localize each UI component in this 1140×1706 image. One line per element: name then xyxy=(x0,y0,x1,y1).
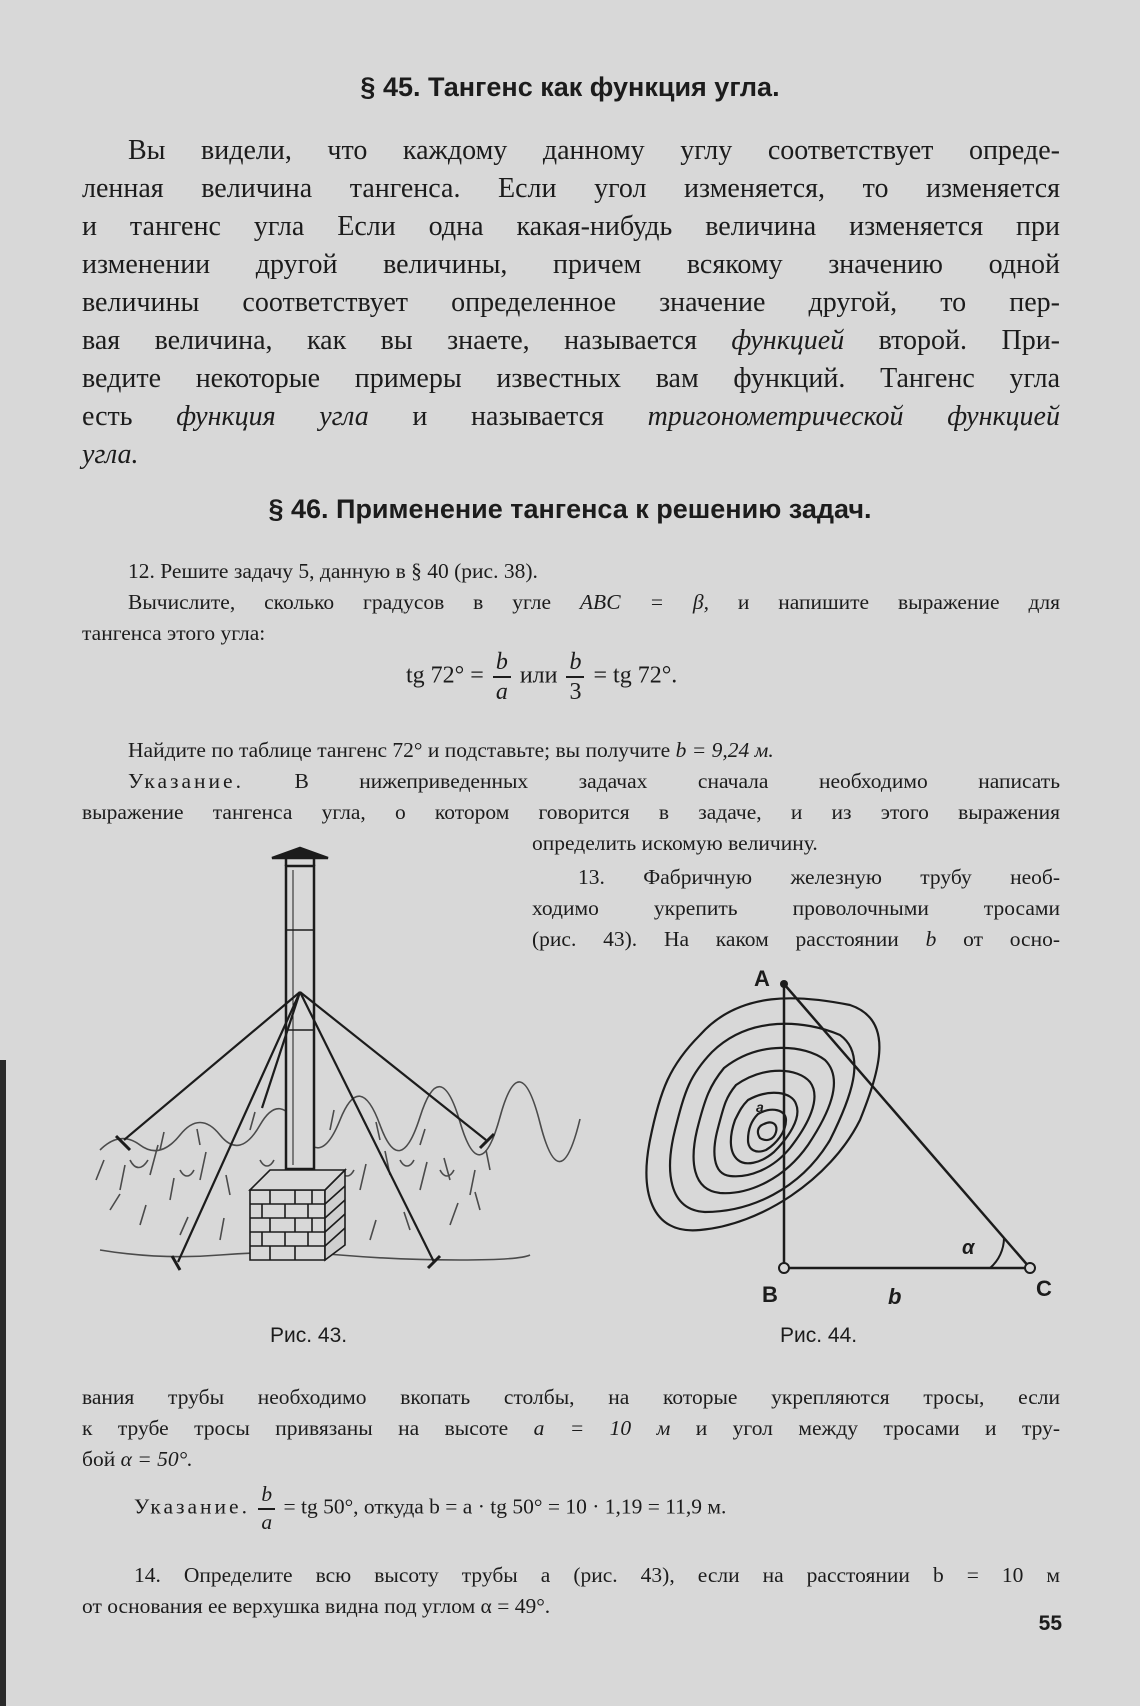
italic-term: функция угла xyxy=(176,401,369,432)
triangle xyxy=(784,984,1030,1268)
italic-term: b xyxy=(925,927,937,951)
paragraph-line: Вы видели, что каждому данному углу соответствует опреде- xyxy=(128,135,1060,166)
label-b: b xyxy=(888,1284,902,1309)
numerator: b xyxy=(258,1484,275,1510)
problem-13-line-1: 13. Фабричную железную трубу необ- xyxy=(578,865,1060,889)
italic-term: b = 9,24 м. xyxy=(675,738,774,762)
paragraph-line: изменении другой величины, причем всякому значению одной xyxy=(82,249,1060,280)
label-B: B xyxy=(762,1282,778,1307)
italic-term: угла. xyxy=(82,439,139,470)
paragraph-line: ленная величина тангенса. Если угол изменяется, то изменяется xyxy=(82,173,1060,204)
spaced-label: Указание. xyxy=(134,1494,250,1519)
text-run: вая величина, как вы знаете, называется xyxy=(82,325,732,356)
text-run: от осно- xyxy=(936,927,1061,951)
text-run: (рис. 43). На каком расстоянии xyxy=(532,927,926,951)
text-run: есть xyxy=(82,401,177,432)
label-a: a xyxy=(756,1099,764,1115)
denominator: a xyxy=(495,679,508,705)
italic-term: функцией xyxy=(731,325,845,356)
label-alpha: α xyxy=(962,1237,975,1259)
figure-43-caption: Рис. 43. xyxy=(270,1324,348,1347)
text-run: бой xyxy=(82,1447,121,1471)
text-run: В нижеприведенных задачах сначала необходимо написать xyxy=(243,769,1060,793)
section-46-title: § 46. Применение тангенса к решению задач. xyxy=(268,494,872,524)
text-run: к трубе тросы привязаны на высоте xyxy=(82,1416,534,1440)
point-a-marker xyxy=(780,980,788,988)
hint-13-formula xyxy=(134,1484,726,1533)
text-run: второй. При- xyxy=(844,325,1061,356)
point-c-marker xyxy=(1025,1263,1035,1273)
text-run: и напишите выражение для xyxy=(708,590,1061,614)
formula-part: tg 72° = xyxy=(406,662,484,689)
figure-44-caption: Рис. 44. xyxy=(780,1324,858,1347)
hint-line-3: определить искомую величину. xyxy=(532,831,818,855)
problem-13-cont-line-1: вания трубы необходимо вкопать столбы, на которые укрепляются тросы, если xyxy=(82,1385,1060,1409)
paragraph-line: ведите некоторые примеры известных вам функций. Тангенс угла xyxy=(82,363,1060,394)
problem-12: 12. Решите задачу 5, данную в § 40 (рис. 38). xyxy=(128,559,538,583)
problem-13-cont-line-3 xyxy=(82,1444,193,1475)
calc-instruction-end: тангенса этого угла: xyxy=(82,621,266,645)
problem-14-line-1: 14. Определите всю высоту трубы a (рис. 43), если на расстоянии b = 10 м xyxy=(134,1563,1060,1587)
formula-part: или xyxy=(519,662,558,689)
spaced-label: Указание. xyxy=(128,769,244,793)
fraction-b-over-a xyxy=(258,1484,275,1533)
formula-part: = tg 72°. xyxy=(593,662,678,689)
problem-14-line-2: от основания ее верхушка видна под углом α = 49°. xyxy=(82,1594,551,1618)
page-number: 55 xyxy=(1038,1612,1062,1635)
denominator: a xyxy=(261,1509,273,1534)
label-A: A xyxy=(754,966,770,991)
numerator: b xyxy=(566,650,584,678)
text-run: и угол между тросами и тру- xyxy=(670,1416,1060,1440)
italic-term: тригонометрической функцией xyxy=(647,401,1060,432)
italic-term: ABC = β, xyxy=(579,590,709,614)
denominator: 3 xyxy=(569,679,582,705)
numerator: b xyxy=(493,650,511,678)
point-b-marker xyxy=(779,1263,789,1273)
paragraph-line: и тангенс угла Если одна какая-нибудь величина изменяется при xyxy=(82,211,1060,242)
text-run: Вычислите, сколько градусов в угле xyxy=(128,590,580,614)
problem-13-line-2: ходимо укрепить проволочными тросами xyxy=(532,896,1060,920)
problem-13-cont-line-2 xyxy=(82,1413,1060,1444)
formula-part: = tg 50°, откуда b = a · tg 50° = 10 · 1,19 = 11,9 м. xyxy=(283,1494,727,1519)
text-run: Найдите по таблице тангенс 72° и подставьте; вы получите xyxy=(128,738,676,762)
italic-term: α = 50°. xyxy=(120,1447,193,1471)
italic-term: a = 10 м xyxy=(533,1416,671,1440)
paragraph-line: величины соответствует определенное значение другой, то пер- xyxy=(82,287,1060,318)
text-run: и называется xyxy=(368,401,648,432)
section-45-title: § 45. Тангенс как функция угла. xyxy=(360,72,780,102)
label-C: C xyxy=(1036,1276,1052,1301)
hint-line-2: выражение тангенса угла, о котором говорится в задаче, и из этого выражения xyxy=(82,800,1060,824)
